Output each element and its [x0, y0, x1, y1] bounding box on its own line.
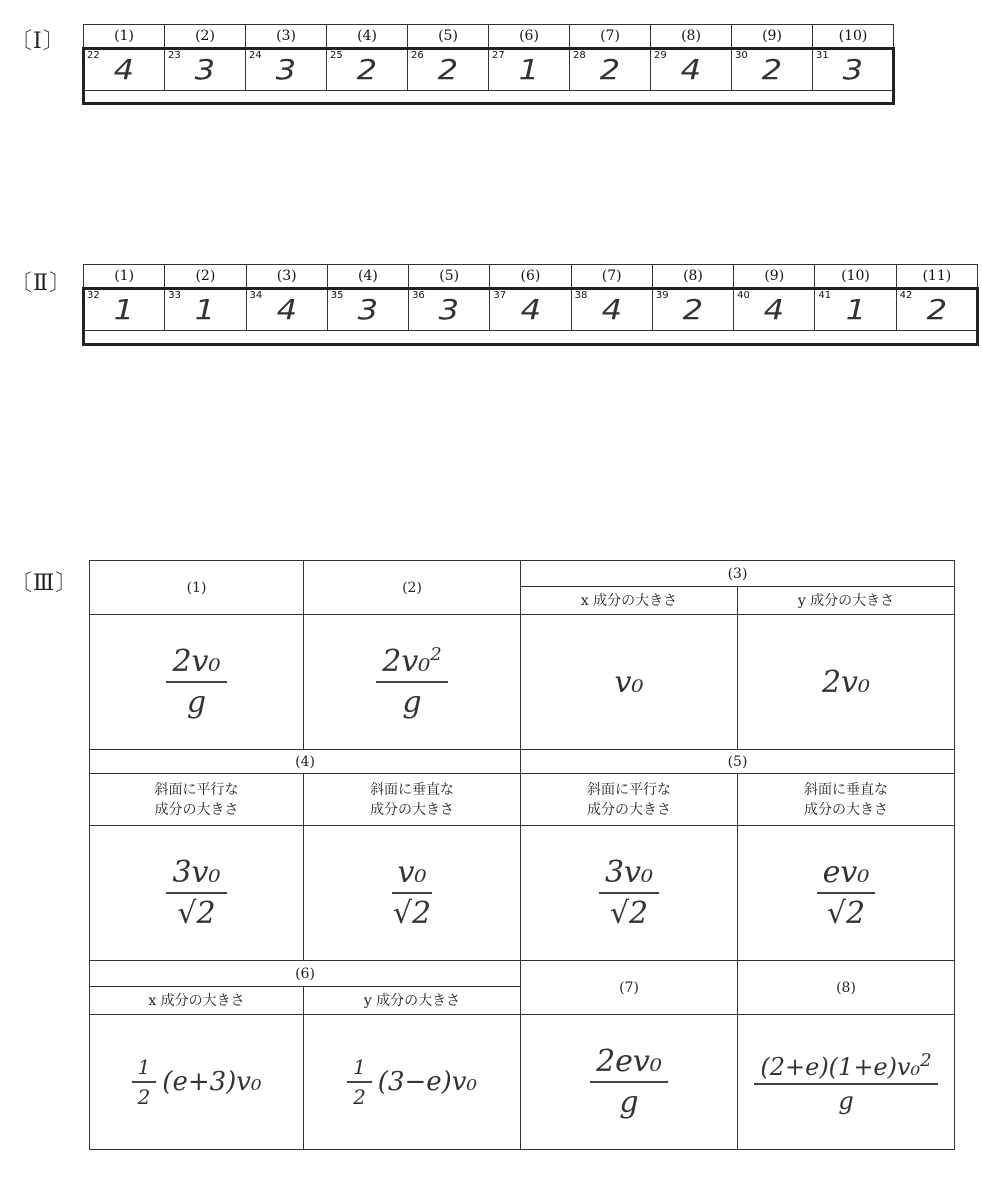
question-header: (4) — [327, 265, 408, 288]
answer-value: 4 — [520, 292, 541, 326]
answer-value: 2 — [356, 52, 378, 86]
answer-cell — [246, 288, 327, 331]
q5-parallel-label: 斜面に平行な 成分の大きさ — [521, 774, 738, 826]
answer-value: 4 — [764, 292, 785, 326]
q6-x-label: x 成分の大きさ — [90, 987, 304, 1015]
q7-header: (7) — [521, 961, 738, 1015]
answer-number: 22 — [87, 50, 100, 61]
answer-value: 2 — [682, 292, 704, 326]
answer-value: 4 — [680, 52, 702, 86]
answer-value: 1 — [518, 52, 540, 86]
answer-value: 3 — [194, 52, 216, 86]
answer-value: 3 — [275, 52, 297, 86]
question-header: (10) — [815, 265, 896, 288]
answer-value: 2 — [599, 52, 621, 86]
question-header: (3) — [246, 265, 327, 288]
q3-x-label: x 成分の大きさ — [521, 587, 738, 615]
q3-y-answer: 2v₀ — [738, 615, 955, 750]
q8-header: (8) — [738, 961, 955, 1015]
question-header: (2) — [165, 265, 246, 288]
question-header: (6) — [489, 25, 570, 48]
section-2-table — [83, 264, 978, 331]
answer-number: 41 — [818, 290, 832, 301]
answer-number: 39 — [655, 290, 669, 301]
answer-cell — [651, 48, 732, 91]
answer-row — [84, 48, 894, 91]
answer-value: 2 — [926, 292, 948, 326]
question-header: (4) — [327, 25, 408, 48]
answer-number: 40 — [737, 290, 750, 301]
answer-cell — [570, 48, 651, 91]
q3-header: (3) — [521, 561, 955, 587]
answer-cell — [84, 288, 165, 331]
header-row — [84, 25, 894, 48]
q1-header: (1) — [90, 561, 304, 615]
answer-cell — [813, 48, 894, 91]
header-row — [84, 265, 978, 288]
answer-cell — [652, 288, 733, 331]
q8-answer: $\frac{(2+e)(1+e)v_0^2}{g}$ — [738, 1015, 955, 1150]
answer-cell — [165, 288, 246, 331]
answer-cell — [327, 48, 408, 91]
answer-cell — [732, 48, 813, 91]
answer-cell — [490, 288, 571, 331]
section-1-table — [83, 24, 894, 91]
answer-cell — [409, 288, 490, 331]
question-header: (8) — [652, 265, 733, 288]
question-header: (7) — [570, 25, 651, 48]
answer-cell — [489, 48, 570, 91]
q1-answer: $\frac{\text{2v₀}}{g}$ — [90, 615, 304, 750]
q5-header: (5) — [521, 750, 955, 774]
answer-number: 33 — [168, 290, 181, 301]
answer-value: 3 — [357, 292, 379, 326]
answer-number: 27 — [492, 50, 505, 61]
answer-cell — [571, 288, 652, 331]
answer-cell — [896, 288, 977, 331]
answer-number: 37 — [493, 290, 507, 301]
section-3-label: 〔Ⅲ〕 — [10, 571, 79, 596]
answer-number: 23 — [168, 50, 181, 61]
q5-perpendicular-answer: $\frac{\text{ev₀}}{√2}$ — [738, 826, 955, 961]
question-header: (10) — [813, 25, 894, 48]
answer-number: 26 — [411, 50, 424, 61]
answer-number: 36 — [412, 290, 425, 301]
answer-number: 32 — [87, 290, 100, 301]
answer-number: 38 — [574, 290, 588, 301]
answer-number: 25 — [330, 50, 343, 61]
q4-perpendicular-answer: $\frac{\text{v₀}}{√2}$ — [304, 826, 521, 961]
q5-parallel-answer: $\frac{\text{3v₀}}{√2}$ — [521, 826, 738, 961]
question-header: (7) — [571, 265, 652, 288]
section-1-label: 〔Ⅰ〕 — [10, 29, 66, 54]
answer-row — [84, 288, 978, 331]
question-header: (5) — [409, 265, 490, 288]
answer-number: 35 — [330, 290, 344, 301]
answer-number: 34 — [249, 290, 263, 301]
answer-value: 4 — [113, 52, 135, 86]
answer-number: 30 — [735, 50, 748, 61]
answer-value: 2 — [761, 52, 783, 86]
q4-perpendicular-label: 斜面に垂直な 成分の大きさ — [304, 774, 521, 826]
answer-value: 1 — [195, 292, 216, 326]
answer-value: 2 — [437, 52, 459, 86]
question-header: (9) — [734, 265, 815, 288]
answer-value: 1 — [845, 292, 866, 326]
question-header: (1) — [84, 265, 165, 288]
answer-cell — [84, 48, 165, 91]
question-header: (11) — [896, 265, 977, 288]
section-3-table — [89, 560, 955, 1150]
q3-y-label: y 成分の大きさ — [738, 587, 955, 615]
answer-cell — [327, 288, 408, 331]
answer-number: 24 — [249, 50, 262, 61]
answer-cell — [734, 288, 815, 331]
q6-header: (6) — [90, 961, 521, 987]
q2-header: (2) — [304, 561, 521, 615]
question-header: (6) — [490, 265, 571, 288]
question-header: (2) — [165, 25, 246, 48]
answer-value: 4 — [276, 292, 297, 326]
question-header: (8) — [651, 25, 732, 48]
answer-number: 28 — [573, 50, 586, 61]
question-header: (3) — [246, 25, 327, 48]
question-header: (9) — [732, 25, 813, 48]
answer-value: 3 — [438, 292, 460, 326]
q5-perpendicular-label: 斜面に垂直な 成分の大きさ — [738, 774, 955, 826]
q7-answer: $\frac{\text{2ev₀}}{g}$ — [521, 1015, 738, 1150]
q4-parallel-label: 斜面に平行な 成分の大きさ — [90, 774, 304, 826]
answer-cell — [246, 48, 327, 91]
answer-cell — [408, 48, 489, 91]
answer-number: 29 — [654, 50, 667, 61]
answer-number: 42 — [899, 290, 913, 301]
q6-y-label: y 成分の大きさ — [304, 987, 521, 1015]
q3-x-answer: v₀ — [521, 615, 738, 750]
q6-x-answer: $\frac{1}{2}$ (e+3)v₀ — [90, 1015, 304, 1150]
answer-value: 3 — [842, 52, 864, 86]
answer-cell — [165, 48, 246, 91]
q6-y-answer: $\frac{1}{2}$ (3−e)v₀ — [304, 1015, 521, 1150]
q2-answer: $\frac{2v_0^2}{g}$ — [304, 615, 521, 750]
answer-value: 4 — [601, 292, 622, 326]
answer-value: 1 — [113, 292, 135, 326]
answer-cell — [815, 288, 896, 331]
q4-parallel-answer: $\frac{\text{3v₀}}{√2}$ — [90, 826, 304, 961]
section-2-label: 〔Ⅱ〕 — [10, 271, 72, 296]
q4-header: (4) — [90, 750, 521, 774]
answer-number: 31 — [816, 50, 829, 61]
question-header: (5) — [408, 25, 489, 48]
question-header: (1) — [84, 25, 165, 48]
